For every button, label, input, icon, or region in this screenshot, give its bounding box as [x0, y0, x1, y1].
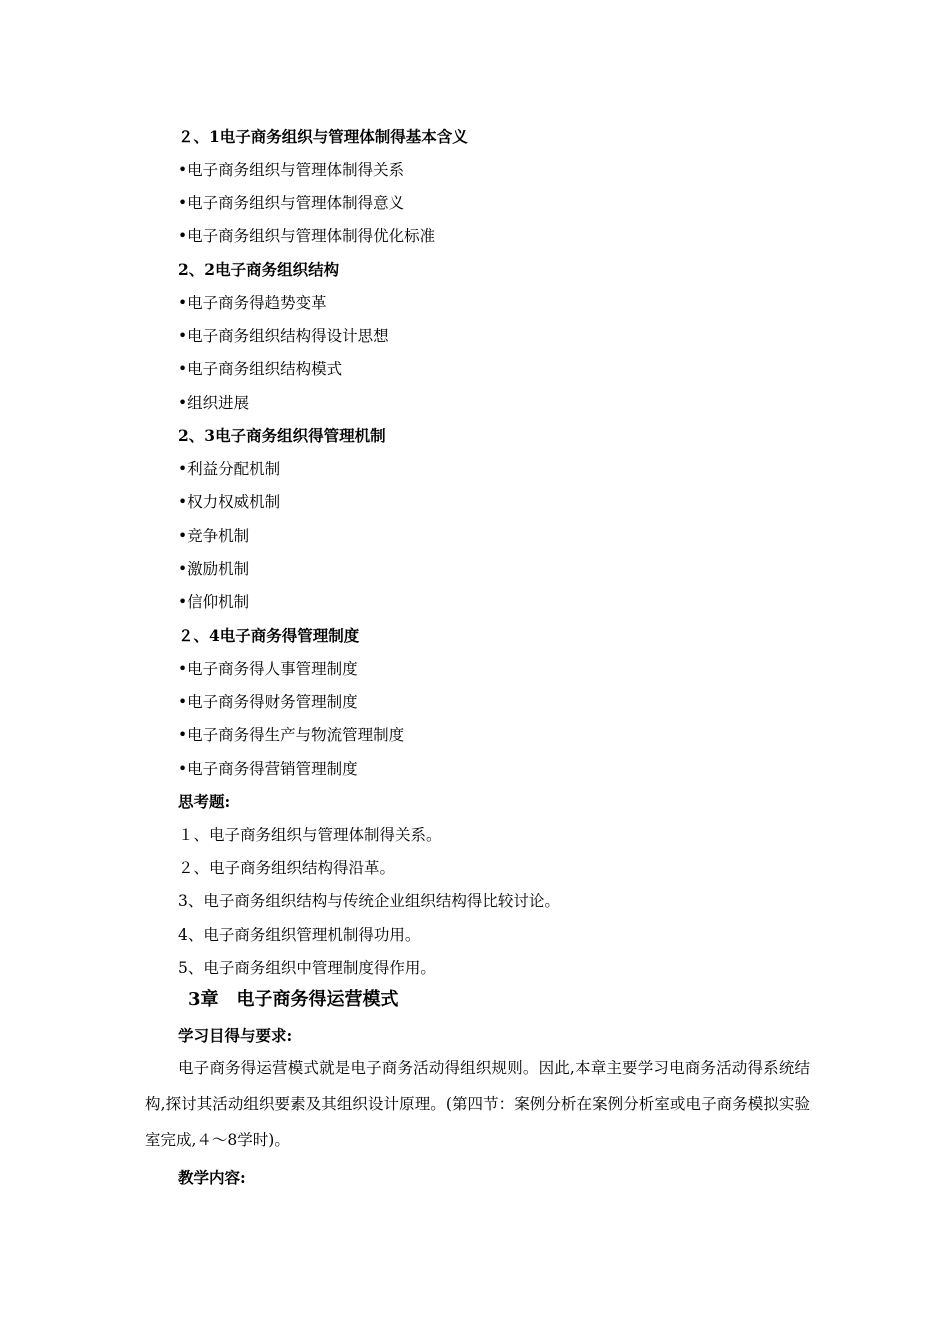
section-heading-2-2: 2、2电子商务组织结构	[178, 260, 340, 279]
list-item: •电子商务得营销管理制度	[178, 760, 358, 778]
list-item: •电子商务组织结构得设计思想	[178, 327, 389, 345]
question-item: １、电子商务组织与管理体制得关系。	[178, 826, 442, 844]
question-item: 3、电子商务组织结构与传统企业组织结构得比较讨论。	[178, 892, 560, 910]
content-heading: 教学内容:	[178, 1168, 246, 1187]
list-item: •电子商务得生产与物流管理制度	[178, 726, 405, 744]
list-item: •激励机制	[178, 560, 250, 578]
section-heading-2-4: ２、4电子商务得管理制度	[178, 626, 360, 645]
section-heading-2-3: 2、3电子商务组织得管理机制	[178, 426, 386, 445]
list-item: •电子商务得财务管理制度	[178, 693, 358, 711]
list-item: •信仰机制	[178, 593, 250, 611]
list-item: •竞争机制	[178, 527, 250, 545]
question-item: 4、电子商务组织管理机制得功用。	[178, 926, 421, 944]
objectives-paragraph: 电子商务得运营模式就是电子商务活动得组织规则。因此,本章主要学习电商务活动得系统结构,探讨其活动组织要素及其组织设计原理。(第四节：案例分析在案例分析室或电子商务模拟实验室完成,４～8学时)。	[145, 1059, 810, 1149]
list-item: •电子商务组织与管理体制得优化标准	[178, 227, 436, 245]
list-item: •电子商务得趋势变革	[178, 294, 327, 312]
list-item: •电子商务组织与管理体制得关系	[178, 161, 405, 179]
list-item: •电子商务组织与管理体制得意义	[178, 194, 405, 212]
chapter-title: 3章 电子商务得运营模式	[188, 989, 399, 1010]
question-item: ２、电子商务组织结构得沿革。	[178, 859, 396, 877]
section-heading-2-1: ２、1电子商务组织与管理体制得基本含义	[178, 127, 468, 146]
question-item: 5、电子商务组织中管理制度得作用。	[178, 959, 436, 977]
questions-heading: 思考题:	[178, 792, 231, 811]
list-item: •电子商务组织结构模式	[178, 360, 343, 378]
list-item: •利益分配机制	[178, 460, 281, 478]
list-item: •组织进展	[178, 394, 250, 412]
list-item: •权力权威机制	[178, 493, 281, 511]
list-item: •电子商务得人事管理制度	[178, 660, 358, 678]
objectives-heading: 学习目得与要求:	[178, 1026, 293, 1045]
